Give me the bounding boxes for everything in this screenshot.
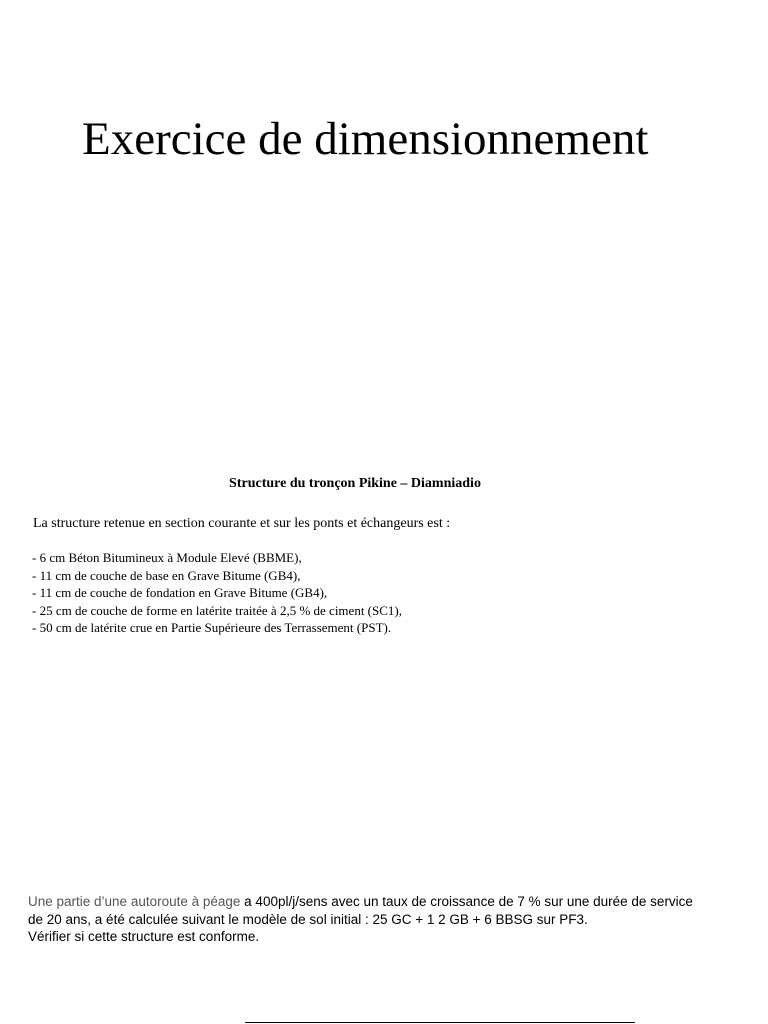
bottom-divider: [245, 1022, 635, 1023]
layer-list: [32, 549, 402, 637]
exercise-statement: [28, 893, 748, 946]
structure-intro: La structure retenue en section courante et sur les ponts et échangeurs est :: [33, 516, 451, 531]
exercise-line-1-start: Une partie d’une autoroute à péage: [28, 894, 241, 909]
layer-item: - 25 cm de couche de forme en latérite traitée à 2,5 % de ciment (SC1),: [32, 602, 402, 618]
exercise-line-2: de 20 ans, a été calculée suivant le modèle de sol initial : 25 GC + 1 2 GB + 6 BBSG sur PF3.: [28, 911, 588, 927]
layer-item: - 11 cm de couche de base en Grave Bitume (GB4),: [32, 567, 301, 583]
layer-item: - 11 cm de couche de fondation en Grave Bitume (GB4),: [32, 585, 328, 600]
layer-item: - 50 cm de latérite crue en Partie Supérieure des Terrassement (PST).: [32, 620, 392, 635]
exercise-line-1-end: a 400pl/j/sens avec un taux de croissance de 7 % sur une durée de service: [240, 894, 693, 909]
page-title: Exercice de dimensionnement: [82, 113, 649, 165]
exercise-line-1: [28, 893, 748, 911]
exercise-line-3: Vérifier si cette structure est conforme.: [28, 929, 260, 944]
structure-heading: Structure du tronçon Pikine – Diamniadio: [229, 476, 481, 491]
layer-item: - 6 cm Béton Bitumineux à Module Elevé (BBME),: [32, 550, 302, 565]
